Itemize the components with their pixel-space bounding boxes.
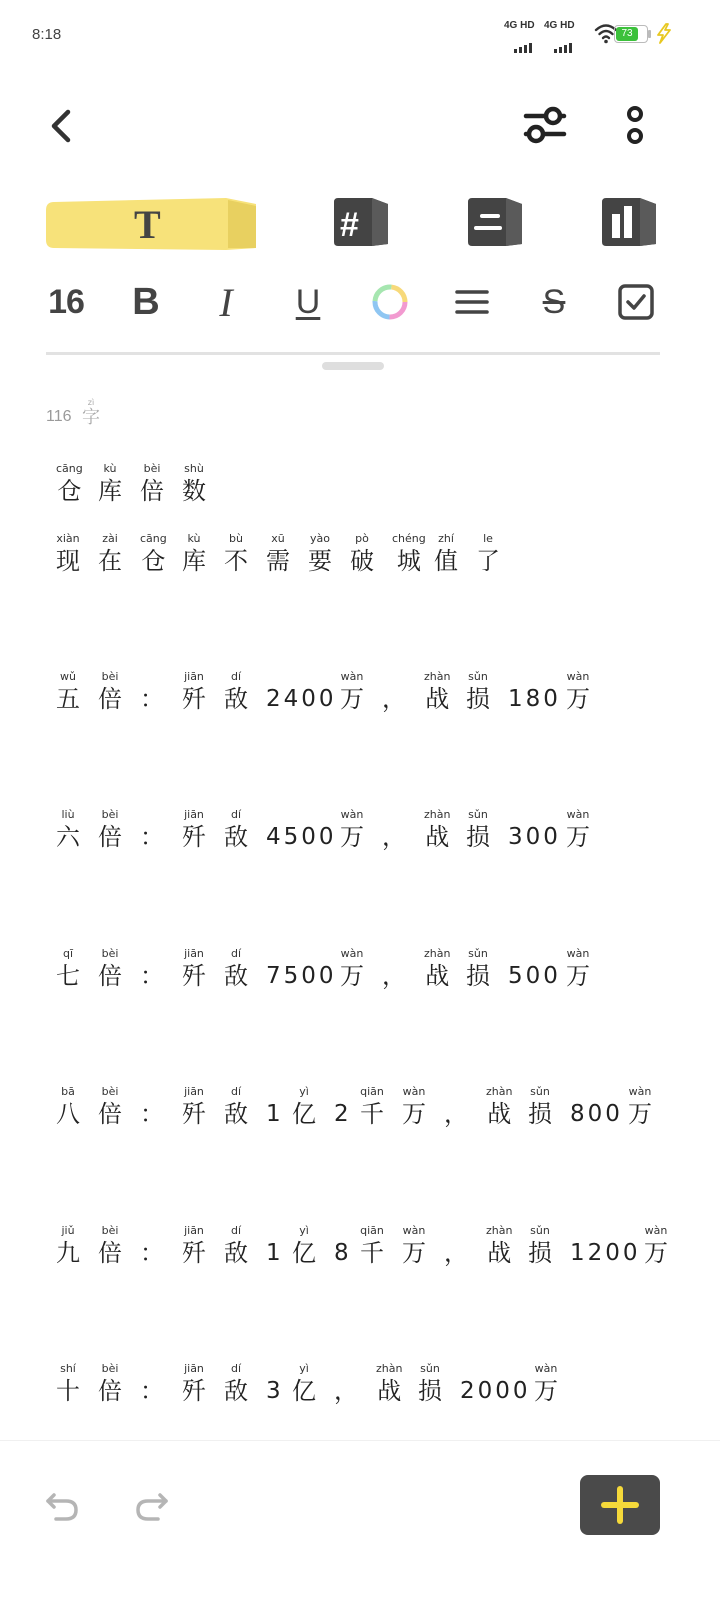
ruby-char: ： bbox=[140, 1239, 164, 1267]
ruby-char: wàn 万 bbox=[534, 1362, 558, 1405]
ruby-char: kù 库 bbox=[98, 462, 122, 505]
strikethrough-button[interactable]: S bbox=[542, 282, 566, 321]
ruby-char: liù 六 bbox=[56, 808, 80, 851]
word-count-value: 116 bbox=[46, 408, 72, 425]
ruby-char: wàn 万 bbox=[340, 947, 364, 990]
ruby-char: bā 八 bbox=[56, 1085, 80, 1128]
ruby-char: dí 敌 bbox=[224, 670, 248, 713]
ruby-char: wàn 万 bbox=[566, 947, 590, 990]
ruby-char: 8 bbox=[334, 1240, 352, 1266]
ruby-char: kù 库 bbox=[182, 532, 206, 575]
ruby-char: sǔn 损 bbox=[466, 808, 490, 851]
ruby-char: zhàn 战 bbox=[424, 670, 451, 713]
undo-icon bbox=[42, 1485, 82, 1525]
ruby-char: bèi 倍 bbox=[98, 808, 122, 851]
ruby-char: shí 十 bbox=[56, 1362, 80, 1405]
ruby-char: zhàn 战 bbox=[486, 1085, 513, 1128]
ruby-char: yì 亿 bbox=[292, 1085, 316, 1128]
ruby-char: jiān 歼 bbox=[182, 1085, 206, 1128]
ruby-char: 2400 bbox=[266, 686, 337, 712]
tab-hashtag[interactable] bbox=[332, 196, 390, 248]
undo-button[interactable] bbox=[42, 1485, 82, 1525]
ruby-char: yào 要 bbox=[308, 532, 332, 575]
charging-icon bbox=[652, 22, 676, 44]
signal-icon: 4G HD bbox=[544, 20, 580, 46]
ruby-char: bèi 倍 bbox=[140, 462, 164, 505]
underline-button[interactable]: U bbox=[295, 282, 321, 321]
ruby-char: qī 七 bbox=[56, 947, 80, 990]
ruby-char: 1 bbox=[266, 1101, 284, 1127]
color-wheel-icon bbox=[370, 282, 410, 322]
ruby-char: cāng 仓 bbox=[56, 462, 83, 505]
ruby-char: bèi 倍 bbox=[98, 1224, 122, 1267]
ruby-char: wàn 万 bbox=[566, 808, 590, 851]
signal-icon: 4G HD bbox=[504, 20, 540, 46]
redo-icon bbox=[132, 1485, 172, 1525]
ruby-char: 800 bbox=[570, 1101, 623, 1127]
ruby-char: 1200 bbox=[570, 1240, 641, 1266]
ruby-char: qiān 千 bbox=[360, 1085, 384, 1128]
word-count-unit: zì 字 bbox=[82, 398, 100, 428]
ruby-char: dí 敌 bbox=[224, 808, 248, 851]
ruby-char: sǔn 损 bbox=[528, 1085, 552, 1128]
ruby-char: zài 在 bbox=[98, 532, 122, 575]
ruby-char: ， bbox=[382, 962, 406, 990]
ruby-char: wàn 万 bbox=[340, 808, 364, 851]
ruby-char: bèi 倍 bbox=[98, 670, 122, 713]
ruby-char: sǔn 损 bbox=[466, 670, 490, 713]
ruby-char: 4500 bbox=[266, 824, 337, 850]
ruby-char: zhàn 战 bbox=[424, 808, 451, 851]
back-button[interactable] bbox=[42, 104, 82, 148]
ruby-char: jiān 歼 bbox=[182, 947, 206, 990]
ruby-char: ： bbox=[140, 962, 164, 990]
checklist-button[interactable] bbox=[614, 280, 658, 324]
text-style-icon bbox=[46, 198, 258, 250]
ruby-char: zhàn 战 bbox=[486, 1224, 513, 1267]
ruby-char: wàn 万 bbox=[566, 670, 590, 713]
tab-paragraph[interactable] bbox=[466, 196, 524, 248]
ruby-char: shù 数 bbox=[182, 462, 206, 505]
adjust-button[interactable] bbox=[520, 102, 570, 148]
ruby-char: ： bbox=[140, 823, 164, 851]
align-justify-icon bbox=[452, 282, 492, 322]
ruby-char: jiān 歼 bbox=[182, 808, 206, 851]
ruby-char: ， bbox=[382, 685, 406, 713]
style-tabs bbox=[0, 190, 720, 260]
ruby-char: ， bbox=[334, 1377, 358, 1405]
drag-handle[interactable] bbox=[322, 362, 384, 370]
battery-icon: 73 bbox=[614, 25, 648, 43]
sliders-icon bbox=[520, 102, 570, 148]
ruby-char: xiàn 现 bbox=[56, 532, 80, 575]
hashtag-icon bbox=[332, 196, 390, 248]
ruby-char: sǔn 损 bbox=[466, 947, 490, 990]
ruby-char: cāng 仓 bbox=[140, 532, 167, 575]
bottom-bar bbox=[0, 1440, 720, 1601]
ruby-char: 180 bbox=[508, 686, 561, 712]
ruby-char: 2 bbox=[334, 1101, 352, 1127]
ruby-char: yì 亿 bbox=[292, 1224, 316, 1267]
ruby-char: bèi 倍 bbox=[98, 1362, 122, 1405]
plus-icon bbox=[598, 1483, 642, 1527]
ruby-char: dí 敌 bbox=[224, 1224, 248, 1267]
svg-text:T: T bbox=[134, 202, 161, 247]
ruby-char: ： bbox=[140, 1100, 164, 1128]
ruby-char: 7500 bbox=[266, 963, 337, 989]
ruby-char: ， bbox=[444, 1100, 468, 1128]
align-button[interactable] bbox=[450, 280, 494, 324]
ruby-char: ： bbox=[140, 1377, 164, 1405]
ruby-char: jiǔ 九 bbox=[56, 1224, 80, 1267]
more-vertical-icon bbox=[618, 102, 652, 148]
ruby-char: ， bbox=[382, 823, 406, 851]
font-size-button[interactable]: 16 bbox=[48, 282, 84, 321]
chevron-left-icon bbox=[42, 104, 82, 148]
ruby-char: bèi 倍 bbox=[98, 947, 122, 990]
ruby-char: ： bbox=[140, 685, 164, 713]
redo-button[interactable] bbox=[132, 1485, 172, 1525]
ruby-char: dí 敌 bbox=[224, 1085, 248, 1128]
text-color-button[interactable] bbox=[368, 280, 412, 324]
ruby-char: dí 敌 bbox=[224, 947, 248, 990]
ruby-char: chéng 城 bbox=[392, 532, 426, 575]
ruby-char: 1 bbox=[266, 1240, 284, 1266]
ruby-char: jiān 歼 bbox=[182, 1362, 206, 1405]
ruby-char: ， bbox=[444, 1239, 468, 1267]
ruby-char: jiān 歼 bbox=[182, 1224, 206, 1267]
ruby-char: yì 亿 bbox=[292, 1362, 316, 1405]
ruby-char: wàn 万 bbox=[644, 1224, 668, 1267]
add-button[interactable] bbox=[580, 1475, 660, 1535]
status-bar bbox=[0, 0, 720, 70]
ruby-char: xū 需 bbox=[266, 532, 290, 575]
ruby-char: sǔn 损 bbox=[528, 1224, 552, 1267]
ruby-char: 300 bbox=[508, 824, 561, 850]
tab-layout[interactable] bbox=[600, 196, 658, 248]
paragraph-icon bbox=[466, 196, 524, 248]
ruby-char: bù 不 bbox=[224, 532, 248, 575]
ruby-char: zhàn 战 bbox=[376, 1362, 403, 1405]
checkbox-icon bbox=[616, 282, 656, 322]
ruby-char: dí 敌 bbox=[224, 1362, 248, 1405]
ruby-char: jiān 歼 bbox=[182, 670, 206, 713]
ruby-char: le 了 bbox=[476, 532, 500, 575]
ruby-char: wàn 万 bbox=[628, 1085, 652, 1128]
bold-button[interactable]: B bbox=[132, 280, 160, 323]
ruby-char: wǔ 五 bbox=[56, 670, 80, 713]
ruby-char: 3 bbox=[266, 1378, 284, 1404]
ruby-char: 2000 bbox=[460, 1378, 531, 1404]
ruby-char: wàn 万 bbox=[402, 1085, 426, 1128]
ruby-char: wàn 万 bbox=[340, 670, 364, 713]
toolbar-divider bbox=[46, 352, 660, 355]
more-button[interactable] bbox=[618, 102, 652, 148]
ruby-char: zhàn 战 bbox=[424, 947, 451, 990]
italic-button[interactable]: I bbox=[219, 279, 233, 325]
ruby-char: 500 bbox=[508, 963, 561, 989]
svg-text:#: # bbox=[340, 206, 359, 244]
status-time: 8:18 bbox=[32, 26, 62, 43]
ruby-char: sǔn 损 bbox=[418, 1362, 442, 1405]
ruby-char: pò 破 bbox=[350, 532, 374, 575]
layout-icon bbox=[600, 196, 658, 248]
tab-text-style[interactable] bbox=[46, 198, 258, 250]
ruby-char: bèi 倍 bbox=[98, 1085, 122, 1128]
ruby-char: zhí 值 bbox=[434, 532, 458, 575]
ruby-char: qiān 千 bbox=[360, 1224, 384, 1267]
ruby-char: wàn 万 bbox=[402, 1224, 426, 1267]
